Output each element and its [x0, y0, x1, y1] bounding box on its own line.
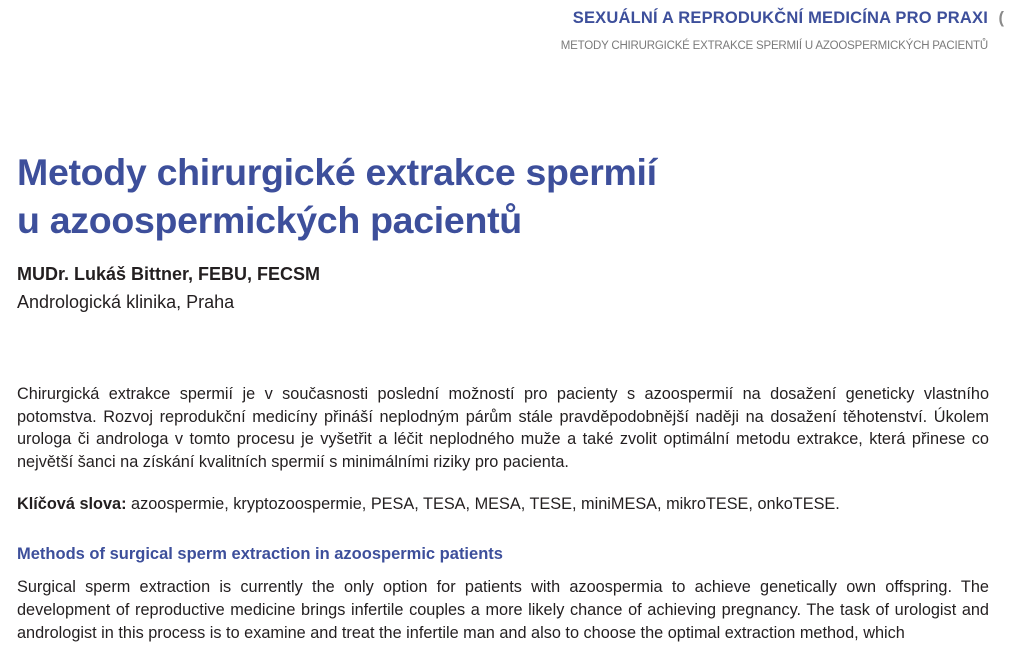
journal-title: SEXUÁLNÍ A REPRODUKČNÍ MEDICÍNA PRO PRAXI: [572, 9, 988, 27]
abstract-cz: Chirurgická extrakce spermií je v současnosti poslední možností pro pacienty s azoospermií na dosažení geneticky vlastního potomstva. Rozvoj reprodukční medicíny přináší neplodným párům stále pravděpodobnější naději na dosažení těhotenství. Úkolem urologa či androloga v tomto procesu je vyšetřit a léčit neplodného muže a také zvolit optimální metodu extrakce, která přinese co největší šanci na získání kvalitních spermií s minimálními riziky pro pacienta.: [17, 385, 989, 471]
author-affiliation: Andrologická klinika, Praha: [17, 292, 235, 312]
keywords-label: Klíčová slova:: [17, 495, 127, 513]
keywords: [17, 493, 989, 516]
article-title-line-1: Metody chirurgické extrakce spermií: [17, 151, 657, 193]
english-title: Methods of surgical sperm extraction in azoospermic patients: [17, 545, 503, 563]
abstract-en: Surgical sperm extraction is currently the only option for patients with azoospermia to achieve genetically own offspring. The development of reproductive medicine brings infertile couples a more likely chance of achieving pregnancy. The task of urologist and andrologist in this process is to examine and treat the infertile man and also to choose the optimal extraction method, which: [17, 578, 989, 642]
keywords-list: azoospermie, kryptozoospermie, PESA, TESA, MESA, TESE, miniMESA, mikroTESE, onkoTESE.: [126, 495, 840, 513]
page-corner-mark: (: [998, 9, 1004, 27]
article-title: [17, 148, 657, 244]
article-title-line-2: u azoospermických pacientů: [17, 199, 522, 241]
author-name: MUDr. Lukáš Bittner, FEBU, FECSM: [17, 264, 321, 284]
running-title: METODY CHIRURGICKÉ EXTRAKCE SPERMIÍ U AZOOSPERMICKÝCH PACIENTŮ: [560, 40, 988, 52]
